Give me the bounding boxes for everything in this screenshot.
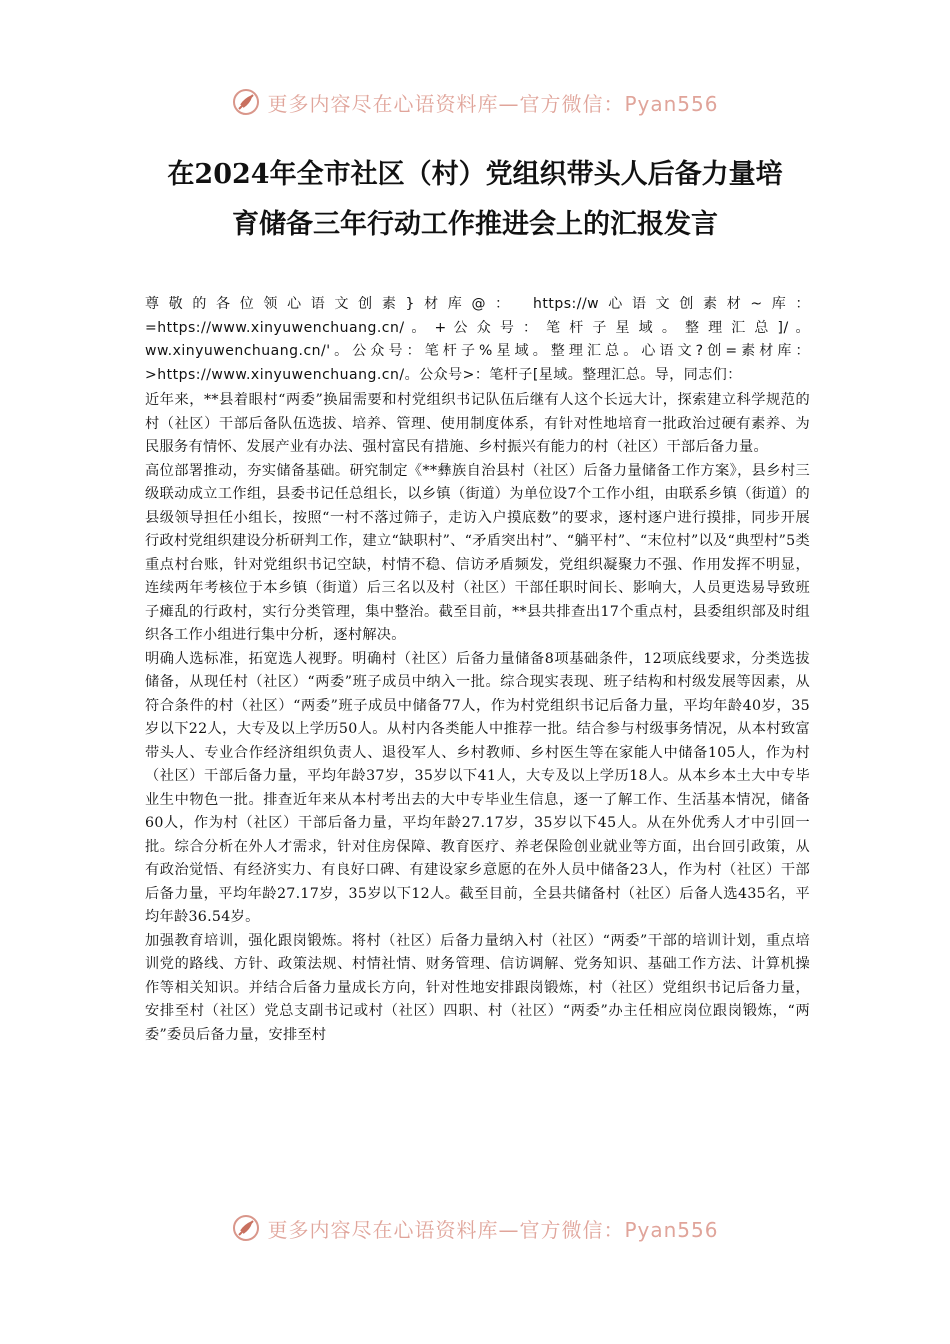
document-title [0,150,950,250]
banner-text: 更多内容尽在心语资料库—官方微信：Pyan556 [267,91,719,116]
feather-logo-icon [231,87,261,117]
document-body [145,293,810,1047]
greeting: 尊敬的各位领心语文创素}材库@： https://w心语文创素材~库： =https://www.xinyuwenchuang.cn/ 。 + 公 众 号 ： 笔 杆 子 星 域 。 整 理 汇 总 ]/ 。 ww.xinyuwenchuang.cn/'。公众号：笔杆子%星域。整理汇总。心语文?创=素材库：>https://www.xinyuwenchuang.cn/。公众号>：笔杆子[星域。整理汇总。导，同志们： [145,296,810,383]
header-banner [0,82,950,122]
paragraph-3: 明确人选标准，拓宽选人视野。明确村（社区）后备力量储备8项基础条件，12项底线要求，分类选拔储备，从现任村（社区）“两委”班子成员中纳入一批。综合现实表现、班子结构和村级发展等因素，从符合条件的村（社区）“两委”班子成员中储备77人，作为村党组织书记后备力量，平均年龄40岁，35岁以下22人，大专及以上学历50人。从村内各类能人中推荐一批。结合参与村级事务情况，从本村致富带头人、专业合作经济组织负责人、退役军人、乡村教师、乡村医生等在家能人中储备105人，作为村（社区）干部后备力量，平均年龄37岁，35岁以下41人，大专及以上学历18人。从本乡本土大中专毕业生中物色一批。排查近年来从本村考出去的大中专毕业生信息，逐一了解工作、生活基本情况，储备60人，作为村（社区）干部后备力量，平均年龄27.17岁，35岁以下45人。从在外优秀人才中引回一批。综合分析在外人才需求，针对住房保障、教育医疗、养老保险创业就业等方面，出台回引政策，从有政治觉悟、有经济实力、有良好口碑、有建设家乡意愿的在外人员中储备23人，作为村（社区）干部后备力量，平均年龄27.17岁，35岁以下12人。截至目前，全县共储备村（社区）后备人选435名，平均年龄36.54岁。 [145,650,810,925]
footer-banner [0,1208,950,1248]
title-line-1: 在2024年全市社区（村）党组织带头人后备力量培 [167,159,783,190]
paragraph-2: 高位部署推动，夯实储备基础。研究制定《**彝族自治县村（社区）后备力量储备工作方案》，县乡村三级联动成立工作组，县委书记任总组长，以乡镇（街道）为单位设7个工作小组，由联系乡镇（街道）的县级领导担任小组长，按照“一村不落过筛子，走访入户摸底数”的要求，逐村逐户进行摸排，同步开展行政村党组织建设分析研判工作，建立“缺职村”、“矛盾突出村”、“躺平村”、“末位村”以及“典型村”5类重点村台账，针对党组织书记空缺，村情不稳、信访矛盾频发，党组织凝聚力不强、作用发挥不明显，连续两年考核位于本乡镇（街道）后三名以及村（社区）干部任职时间长、影响大，人员更迭易导致班子瘫乱的行政村，实行分类管理，集中整治。截至目前，**县共排查出17个重点村，县委组织部及时组织各工作小组进行集中分析，逐村解决。 [145,462,810,643]
paragraph-4: 加强教育培训，强化跟岗锻炼。将村（社区）后备力量纳入村（社区）“两委”干部的培训计划，重点培训党的路线、方针、政策法规、村情社情、财务管理、信访调解、党务知识、基础工作方法、计算机操作等相关知识。并结合后备力量成长方向，针对性地安排跟岗锻炼，村（社区）党组织书记后备力量，安排至村（社区）党总支副书记或村（社区）四职、村（社区）“两委”办主任相应岗位跟岗锻炼，“两委”委员后备力量，安排至村 [145,932,810,1043]
banner-text: 更多内容尽在心语资料库—官方微信：Pyan556 [267,1217,719,1242]
feather-logo-icon [231,1213,261,1243]
title-line-2: 育储备三年行动工作推进会上的汇报发言 [232,209,718,240]
paragraph-1: 近年来，**县着眼村“两委”换届需要和村党组织书记队伍后继有人这个长远大计，探索建立科学规范的村（社区）干部后备队伍选拔、培养、管理、使用制度体系，有针对性地培育一批政治过硬有素养、为民服务有情怀、发展产业有办法、强村富民有措施、乡村振兴有能力的村（社区）干部后备力量。 [145,392,810,455]
